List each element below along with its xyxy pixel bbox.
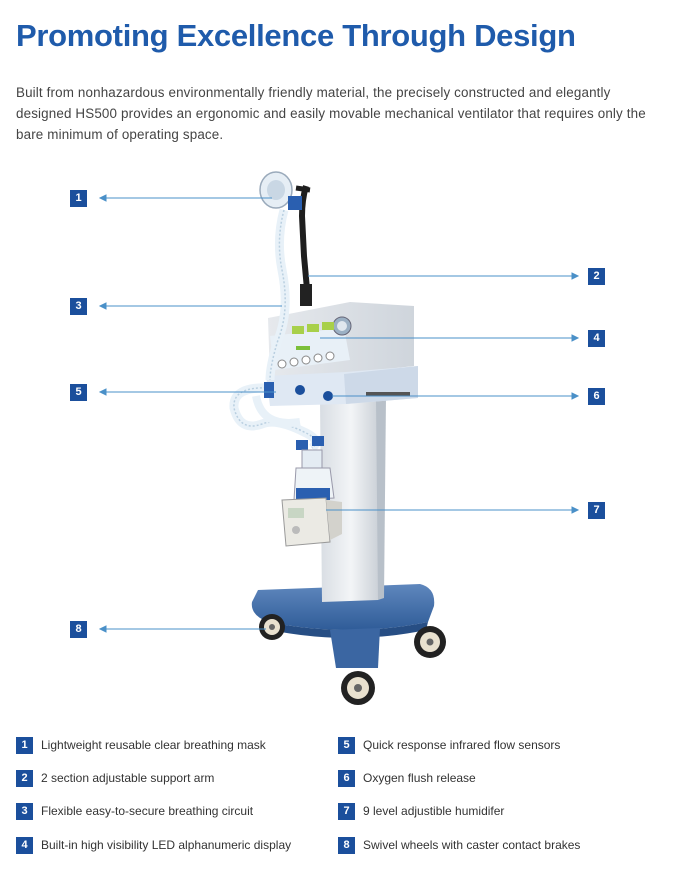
callout-6: 6 — [588, 388, 605, 405]
legend-text: Lightweight reusable clear breathing mask — [41, 738, 266, 752]
legend-text: Flexible easy-to-secure breathing circuit — [41, 804, 254, 818]
callout-3: 3 — [70, 298, 87, 315]
page-title: Promoting Excellence Through Design — [16, 18, 576, 53]
callout-7: 7 — [588, 502, 605, 519]
legend-number: 7 — [338, 803, 355, 820]
legend-text: Built-in high visibility LED alphanumeric display — [41, 838, 292, 852]
legend-item — [338, 802, 504, 820]
callout-2: 2 — [588, 268, 605, 285]
legend-number: 4 — [16, 837, 33, 854]
callout-1: 1 — [70, 190, 87, 207]
callout-8: 8 — [70, 621, 87, 638]
legend-text: 2 section adjustable support arm — [41, 771, 215, 785]
legend-item — [16, 769, 214, 787]
breathing-mask — [260, 172, 302, 210]
legend-item — [16, 836, 291, 854]
legend-text: Swivel wheels with caster contact brakes — [363, 838, 581, 852]
intro-paragraph: Built from nonhazardous environmentally friendly material, the precisely constructed and elegantly designed HS500 provides an ergonomic and easily movable mechanical ventilator that requires only the bare minimum of operating space. — [16, 85, 646, 142]
legend-number: 2 — [16, 770, 33, 787]
legend-item — [338, 736, 560, 754]
ventilator-illustration — [0, 160, 680, 720]
legend-text: 9 level adjustible humidifer — [363, 804, 505, 818]
ventilator-body — [266, 302, 418, 406]
legend-number: 5 — [338, 737, 355, 754]
legend-number: 6 — [338, 770, 355, 787]
feature-legend — [16, 736, 666, 866]
legend-item — [338, 836, 580, 854]
legend-item — [338, 769, 476, 787]
legend-number: 8 — [338, 837, 355, 854]
callout-4: 4 — [588, 330, 605, 347]
callout-5: 5 — [70, 384, 87, 401]
legend-text: Oxygen flush release — [363, 771, 476, 785]
legend-item — [16, 736, 266, 754]
legend-number: 1 — [16, 737, 33, 754]
legend-item — [16, 802, 253, 820]
legend-number: 3 — [16, 803, 33, 820]
legend-text: Quick response infrared flow sensors — [363, 738, 561, 752]
ventilator-figure — [0, 160, 680, 720]
